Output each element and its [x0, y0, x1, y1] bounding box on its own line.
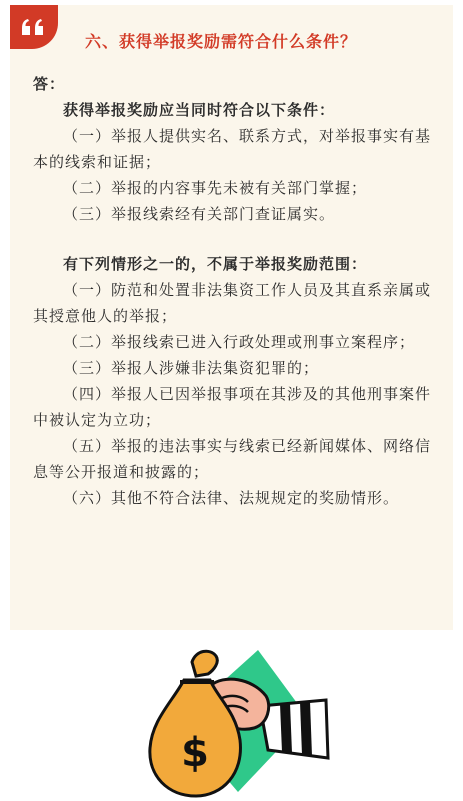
quote-badge [10, 5, 58, 49]
money-bag-hand-icon [140, 640, 340, 801]
double-quote-icon [21, 18, 47, 36]
answer-body [33, 71, 433, 511]
page-title: 六、获得举报奖励需符合什么条件？ [85, 32, 358, 51]
section-spacer [33, 227, 433, 251]
list-item: （一）举报人提供实名、联系方式，对举报事实有基本的线索和证据； [33, 127, 432, 171]
bag-tie [192, 651, 217, 676]
list-item: （一）防范和处置非法集资工作人员及其直系亲属或其授意他人的举报； [33, 281, 432, 325]
list-item: （二）举报线索已进入行政处理或刑事立案程序； [63, 333, 416, 351]
answer-label: 答： [33, 75, 66, 93]
bag-dollar-symbol: $ [181, 730, 209, 776]
list-item: （四）举报人已因举报事项在其涉及的其他刑事案件中被认定为立功； [33, 385, 432, 429]
qa-card [10, 5, 453, 630]
list-item: （五）举报的违法事实与线索已经新闻媒体、网络信息等公开报道和披露的； [33, 437, 432, 481]
section-heading-conditions: 获得举报奖励应当同时符合以下条件： [63, 101, 336, 119]
section-heading-exclusions: 有下列情形之一的，不属于举报奖励范围： [63, 255, 368, 273]
list-item: （二）举报的内容事先未被有关部门掌握； [63, 179, 368, 197]
list-item: （三）举报人涉嫌非法集资犯罪的； [63, 359, 320, 377]
list-item: （六）其他不符合法律、法规规定的奖励情形。 [63, 489, 400, 507]
list-item: （三）举报线索经有关部门查证属实。 [63, 205, 336, 223]
